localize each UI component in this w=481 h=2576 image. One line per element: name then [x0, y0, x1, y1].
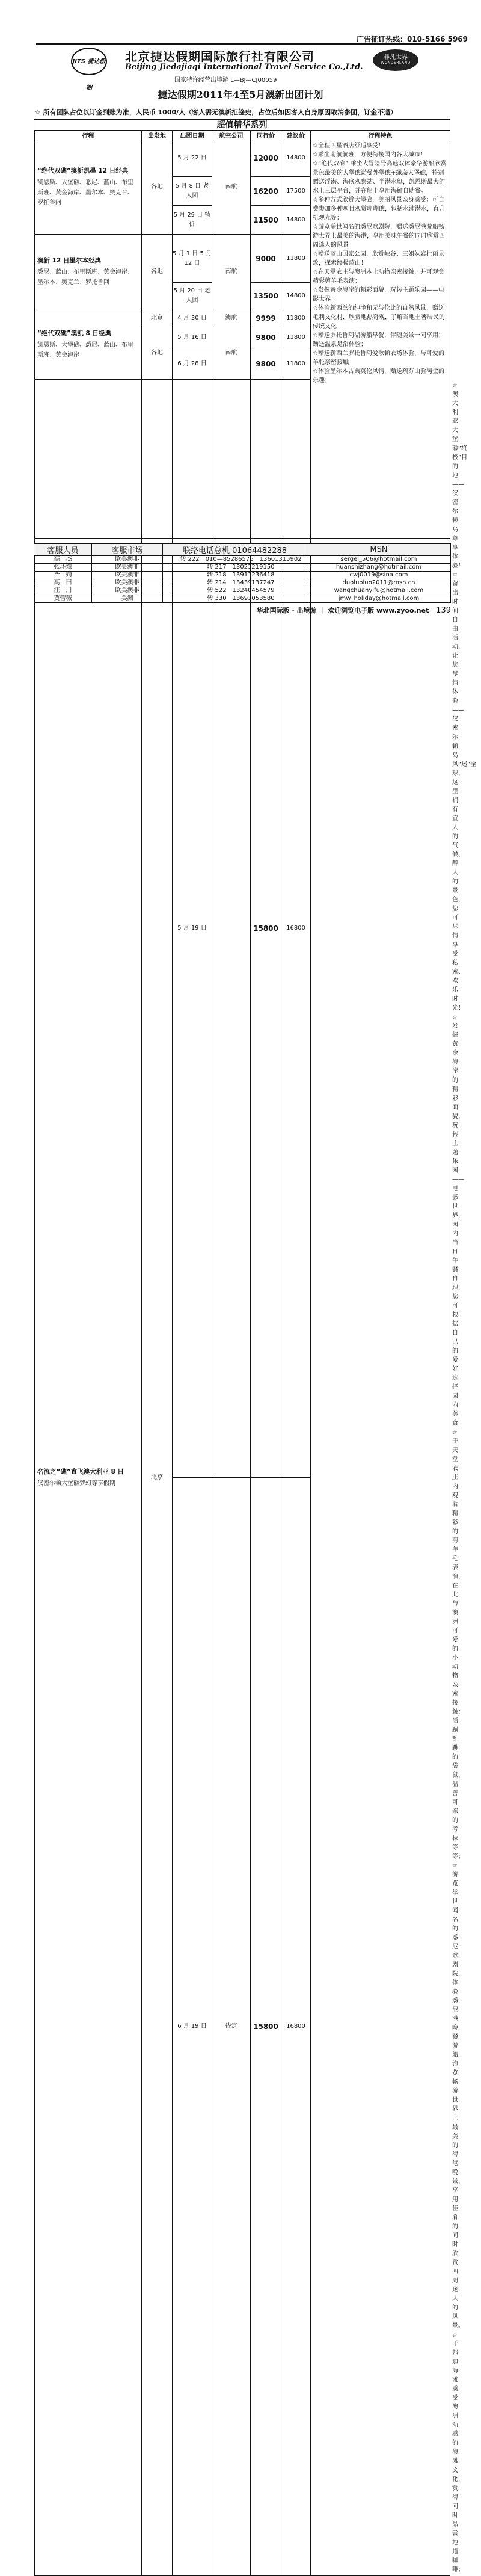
suggest-price-cell: 14800: [281, 140, 311, 177]
feature-item: ☆在天堂农庄与澳洲本土动物亲密接触，并可观赏精彩剪羊毛表演；: [313, 269, 444, 285]
date-cell: 4 月 30 日: [173, 309, 212, 327]
contact-name: 高 杰: [34, 556, 92, 564]
wonderland-logo-cn: 非凡世界: [384, 54, 408, 61]
feature-item: ☆赠送罗托鲁阿湖游船早餐，伴随美景一同享用；赠送温泉足浴体验；: [313, 332, 444, 348]
contact-row: [34, 595, 451, 603]
suggest-price-cell: 14800: [281, 283, 311, 309]
peer-price-cell: 13500: [251, 283, 281, 309]
contact-header-phone: 联络电话总机 01064482288: [163, 544, 307, 556]
features-cell-1: [311, 140, 450, 2576]
route-name: “绝代双礁”澳凯 8 日经典: [37, 329, 111, 337]
route-cell: [35, 235, 142, 309]
date-cell: 6 月 19 日: [173, 1478, 212, 2576]
contact-row: [34, 564, 451, 572]
contact-msn: sergei_506@hotmail.com: [307, 556, 451, 564]
contact-market: 欧美澳非: [92, 572, 163, 579]
contact-phone: 转 218 13911236418: [163, 572, 307, 579]
suggest-price-cell: 11800: [281, 348, 311, 380]
route-cell: [35, 140, 142, 235]
route-desc: 凯恩斯、大堡礁、悉尼、蓝山、布里斯班、黄金海岸、墨尔本、奥克兰、罗托鲁阿: [37, 179, 133, 206]
peer-price-cell: 9800: [251, 327, 281, 348]
suggest-price-cell: 11800: [281, 309, 311, 327]
feature-item: ☆多种方式欣赏大堡礁，美丽风景亲身感受：可自费参加多种项目观赏珊瑚礁，包括水沛潜水，直升机观光等；: [313, 197, 445, 221]
table-row: 名流之“礁”直飞澳大利亚 8 日 汉密尔顿大堡礁梦幻尊享假期 北京 5 月 19 日 15800 16800 ☆澳大利亚大堡礁“终极”目的地——汉密尔顿岛尊享体验！ ☆留出时间自由活动，让您尽情体验——汉密尔顿岛风“迷”全球，这里拥有宜人的气候、醉人的景色，您可尽情享受私密、欢乐时光！ ☆发掘黄金海岸的精彩面貌，玩转主题乐园——电影世界，园内当日午餐自理，您可根据自己的爱好选择园内美食 ☆于天堂农庄内观看精彩的剪羊毛表演，在此与澳洲可爱的小动物亲密接触：活蹦乱跳的袋鼠，温善可亲的考拉等等； ☆游览举世闻名的悉尼歌剧院，体验悉尼港晚餐游船，饱览畅游世界上最美的海港晚景，享用佳肴的同时欣赏四周迷人的风景。 ☆于邦迪海滩感受澳洲动感的海滩文化，赏海同时品尝地道咖啡；: [35, 380, 450, 1478]
contact-header-market: 客服市场: [92, 544, 163, 556]
page-number: 139: [436, 606, 451, 615]
airline-cell: 南航: [212, 235, 251, 309]
feature-item: ☆体验新西兰的纯净和无与伦比的自然风景，赠送毛利文化村，欣赏地热奇观，了解当地土著居民的传统文化: [313, 305, 445, 330]
peer-price-cell: 9999: [251, 309, 281, 327]
license-number: 国家特许经营出境游 L—BJ—CJ00059: [174, 77, 277, 84]
contact-row: [34, 556, 451, 564]
tour-table: [34, 131, 477, 2576]
col-header-date: 出团日期: [173, 131, 212, 140]
contact-phone: 转 217 13021219150: [163, 564, 307, 572]
contact-name: 张环烛: [34, 564, 92, 572]
ad-hotline: 广告征订热线：010-5166 5969: [356, 35, 468, 43]
contact-market: 欧美澳非: [92, 587, 163, 595]
footer-text: 华北国际版 · 出境游 ｜ 欢迎浏览电子版 www.zyoo.net: [256, 607, 429, 614]
contact-market: 欧美澳非: [92, 579, 163, 587]
contact-msn: jmw_holiday@hotmail.com: [307, 595, 451, 603]
wonderland-logo: [373, 49, 418, 71]
date-cell: 5 月 19 日: [173, 380, 212, 1478]
contact-name: 贾蕾薇: [34, 595, 92, 603]
route-name: “绝代双礁”澳新凯墨 12 日经典: [37, 167, 129, 175]
route-cell: [35, 309, 142, 380]
contact-table: [34, 543, 451, 603]
contact-name: 汪 川: [34, 587, 92, 595]
page-title: 捷达假期2011年4至5月澳新出团计划: [158, 89, 323, 100]
date-cell: 5 月 16 日: [173, 327, 212, 348]
col-header-airline: 航空公司: [212, 131, 251, 140]
route-desc: 汉密尔顿大堡礁梦幻尊享假期: [37, 1480, 115, 1487]
contact-phone: 转 330 13691053580: [163, 595, 307, 603]
departure-cell: 北京: [142, 309, 173, 327]
route-name: 名流之“礁”直飞澳大利亚 8 日: [37, 1468, 124, 1475]
peer-price-cell: 15800: [251, 1478, 281, 2576]
feature-item: ☆全程四星酒店舒适享受！: [313, 143, 384, 149]
route-name: 澳新 12 日墨尔本经典: [37, 257, 101, 264]
airline-cell: 南航: [212, 140, 251, 235]
page-footer: [0, 605, 451, 615]
feature-item: ☆发掘黄金海岸的精彩面貌，玩转主题乐园——电影世界！: [313, 287, 444, 303]
contact-phone: 转 222 010—85286576 13601315902: [163, 556, 307, 564]
contact-name: 毕 娟: [34, 572, 92, 579]
contact-msn: cwj0019@sina.com: [307, 572, 451, 579]
departure-cell: 各地: [142, 327, 173, 380]
date-cell: 6 月 28 日: [173, 348, 212, 380]
feature-item: ☆游览举世闻名的悉尼歌剧院，赠送悉尼港游船畅游世界上最美的海港，享用美味午餐的同时欣赏四周迷人的风景: [313, 224, 445, 249]
contact-market: 欧美澳非: [92, 556, 163, 564]
peer-price-cell: 16200: [251, 177, 281, 206]
col-header-suggest-price: 建议价: [281, 131, 311, 140]
company-name-cn: 北京捷达假期国际旅行社有限公司: [125, 49, 314, 64]
contact-row: [34, 587, 451, 595]
col-header-features: 行程特色: [311, 131, 450, 140]
peer-price-cell: 11500: [251, 206, 281, 235]
suggest-price-cell: 16800: [281, 380, 311, 1478]
col-header-departure: 出发地: [142, 131, 173, 140]
route-cell: [35, 380, 142, 2576]
departure-cell: 各地: [142, 140, 173, 235]
feature-item: ☆赠送蓝山国家公园，欣赏峡谷、三姐妹岩壮丽景致，探索终极蓝山！: [313, 251, 444, 267]
peer-price-cell: 12000: [251, 140, 281, 177]
contact-header-msn: MSN: [307, 544, 451, 556]
contact-row: [34, 579, 451, 587]
suggest-price-cell: 11800: [281, 327, 311, 348]
date-cell: 5 月 20 日 老人团: [173, 283, 212, 309]
company-name-en: Beijing Jiedajiaqi International Travel Service Co.,Ltd.: [125, 63, 363, 72]
airline-cell: 南航: [212, 327, 251, 380]
wonderland-logo-en: WONDERLAND: [381, 61, 411, 65]
jits-logo: JITS 捷达假期: [71, 48, 107, 75]
contact-market: 欧美澳非: [92, 564, 163, 572]
suggest-price-cell: 17500: [281, 177, 311, 206]
suggest-price-cell: 11800: [281, 235, 311, 283]
contact-header-staff: 客服人员: [34, 544, 92, 556]
suggest-price-cell: 16800: [281, 1478, 311, 2576]
contact-header-row: [34, 544, 451, 556]
departure-cell: 各地: [142, 235, 173, 309]
route-desc: 凯恩斯、大堡礁、悉尼、蓝山、布里斯班、黄金海岸: [37, 341, 133, 359]
deposit-notice: ☆ 所有团队占位以订金到账为准，人民币 1000/人（客人需无澳新拒签史，占位后如因客人自身原因取消参团，订金不退）: [35, 108, 397, 116]
contact-phone: 转 522 13240454579: [163, 587, 307, 595]
col-header-route: 行程: [35, 131, 142, 140]
feature-item: ☆体验墨尔本古典英伦风情，赠送疏芬山验淘金的乐趣；: [313, 368, 444, 384]
contact-msn: duoluoluo2011@msn.cn: [307, 579, 451, 587]
date-cell: 5 月 8 日 老人团: [173, 177, 212, 206]
peer-price-cell: 9000: [251, 235, 281, 283]
airline-cell: 澳航: [212, 309, 251, 327]
table-row: [35, 140, 450, 177]
contact-msn: wangchuanyifu@hotmail.com: [307, 587, 451, 595]
feature-item: ☆乘坐南航航班，方便衔接国内各大城市！: [313, 152, 426, 158]
departure-cell: 北京: [142, 380, 173, 2576]
date-cell: 5 月 22 日: [173, 140, 212, 177]
airline-cell: 待定: [212, 1478, 251, 2576]
route-desc: 悉尼、蓝山、布里斯班、黄金海岸、墨尔本、奥克兰、罗托鲁阿: [37, 269, 133, 286]
feature-item: ☆赠送新西兰罗托鲁阿爱歌顿农场体验，与可爱的羊驼亲密接触: [313, 350, 444, 366]
peer-price-cell: 15800: [251, 380, 281, 1478]
date-cell: 5 月 1 日 5 月 12 日: [173, 235, 212, 283]
feature-item: ☆“绝代双礁” 乘坐大冒险号高速双体豪华游船欣赏景色最美的大堡礁诺曼外堡礁+绿岛大堡礁，特别赠送浮潜、海底观察站、半潜水艇，凯恩斯最大的水上三层平台，并在船上享用海鲜自助餐。: [313, 161, 447, 194]
col-header-peer-price: 同行价: [251, 131, 281, 140]
contact-name: 高 田: [34, 579, 92, 587]
contact-phone: 转 214 13439137247: [163, 579, 307, 587]
date-cell: 5 月 29 日 特价: [173, 206, 212, 235]
contact-msn: huanshizhang@hotmail.com: [307, 564, 451, 572]
table-header-row: [35, 131, 450, 140]
peer-price-cell: 9800: [251, 348, 281, 380]
contact-row: [34, 572, 451, 579]
contact-market: 美洲: [92, 595, 163, 603]
series-title: 超值精华系列: [34, 120, 450, 131]
suggest-price-cell: 14800: [281, 206, 311, 235]
